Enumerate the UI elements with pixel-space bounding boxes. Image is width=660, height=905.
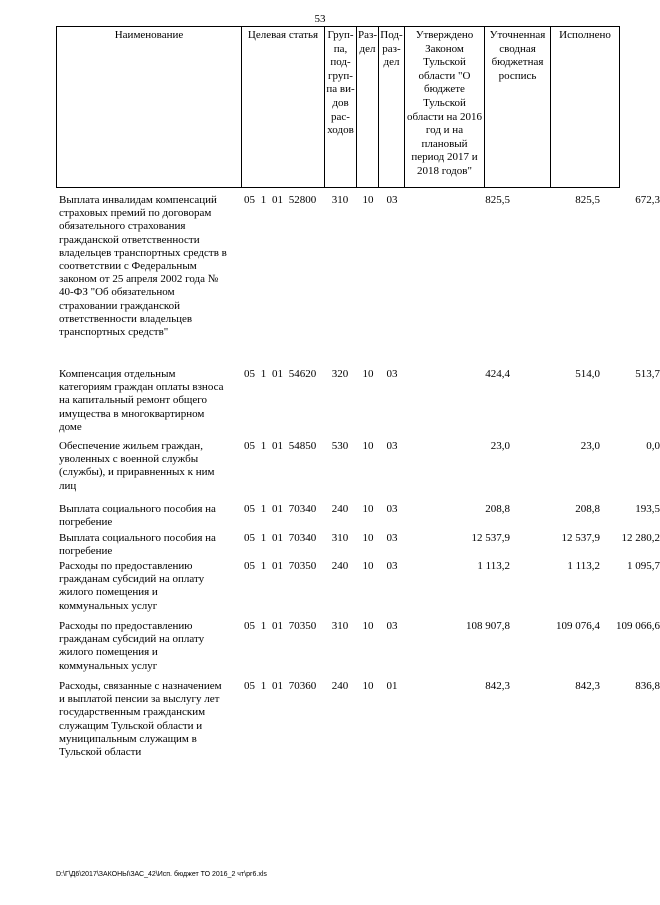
- row-name: Расходы, связанные с назначением и выплатой пенсии за выслугу лет государственным гражданским служащим Тульской области и муниципальным служащим в Тульской области: [59, 680, 222, 759]
- page-number: 53: [314, 13, 326, 25]
- header-section: Раз-дел: [356, 27, 378, 187]
- row-section: 10: [362, 503, 374, 515]
- row-expense-group: 310: [331, 194, 349, 206]
- header-refined: Уточненная сводная бюджетная роспись: [484, 27, 550, 187]
- row-executed: 836,8: [635, 680, 660, 692]
- row-executed: 109 066,6: [616, 620, 660, 632]
- row-executed: 672,3: [635, 194, 660, 206]
- row-subsection: 01: [386, 680, 398, 692]
- header-group: Груп-па, под-груп-па ви-дов рас-ходов: [324, 27, 356, 187]
- row-executed: 0,0: [646, 440, 660, 452]
- header-approved: Утверждено Законом Тульской области "О бюджете Тульской области на 2016 год и на плановый период 2017 и 2018 годов": [404, 27, 484, 187]
- row-expense-group: 240: [331, 680, 349, 692]
- file-path: D:\Г\Д6\2017\ЗАКОНЫ\ЗАС_42\Исп. бюджет ТО 2016_2 чт\рг6.xls: [56, 871, 267, 878]
- row-target-code: 05 1 01 52800: [244, 194, 317, 206]
- header-target: Целевая статья: [241, 27, 324, 187]
- table-header: [56, 26, 620, 188]
- row-section: 10: [362, 194, 374, 206]
- row-expense-group: 240: [331, 503, 349, 515]
- row-refined: 825,5: [575, 194, 600, 206]
- row-name: Выплата социального пособия на погребение: [59, 532, 216, 558]
- row-refined: 12 537,9: [561, 532, 600, 544]
- row-expense-group: 310: [331, 620, 349, 632]
- row-target-code: 05 1 01 54620: [244, 368, 317, 380]
- row-subsection: 03: [386, 532, 398, 544]
- row-target-code: 05 1 01 70350: [244, 560, 317, 572]
- row-expense-group: 240: [331, 560, 349, 572]
- row-section: 10: [362, 440, 374, 452]
- row-approved: 12 537,9: [471, 532, 510, 544]
- row-expense-group: 310: [331, 532, 349, 544]
- header-executed: Исполнено: [550, 27, 620, 187]
- row-name: Выплата инвалидам компенсаций страховых премий по договорам обязательного страхования гражданской ответственности владельцев транспортных средств в соответствии с Федеральным законом от 25 апреля 2002 года № 40-ФЗ "Об обязательном страховании гражданской ответственности владельцев транспортных средств": [59, 194, 227, 339]
- row-target-code: 05 1 01 54850: [244, 440, 317, 452]
- row-refined: 514,0: [575, 368, 600, 380]
- row-approved: 208,8: [485, 503, 510, 515]
- row-subsection: 03: [386, 503, 398, 515]
- row-refined: 109 076,4: [556, 620, 600, 632]
- row-subsection: 03: [386, 620, 398, 632]
- row-expense-group: 320: [331, 368, 349, 380]
- row-executed: 1 095,7: [627, 560, 660, 572]
- row-approved: 825,5: [485, 194, 510, 206]
- row-refined: 842,3: [575, 680, 600, 692]
- row-subsection: 03: [386, 560, 398, 572]
- row-approved: 108 907,8: [466, 620, 510, 632]
- row-approved: 424,4: [485, 368, 510, 380]
- row-refined: 208,8: [575, 503, 600, 515]
- row-name: Выплата социального пособия на погребение: [59, 503, 216, 529]
- row-name: Расходы по предоставлению гражданам субсидий на оплату жилого помещения и коммунальных услуг: [59, 560, 205, 612]
- row-name: Расходы по предоставлению гражданам субсидий на оплату жилого помещения и коммунальных услуг: [59, 620, 205, 672]
- row-approved: 23,0: [490, 440, 510, 452]
- row-target-code: 05 1 01 70340: [244, 503, 317, 515]
- row-target-code: 05 1 01 70350: [244, 620, 317, 632]
- row-section: 10: [362, 680, 374, 692]
- row-approved: 1 113,2: [477, 560, 510, 572]
- row-approved: 842,3: [485, 680, 510, 692]
- row-executed: 513,7: [635, 368, 660, 380]
- header-subsection: Под-раз-дел: [378, 27, 404, 187]
- header-name: Наименование: [56, 27, 241, 187]
- row-executed: 12 280,2: [621, 532, 660, 544]
- row-section: 10: [362, 560, 374, 572]
- row-target-code: 05 1 01 70360: [244, 680, 317, 692]
- row-name: Компенсация отдельным категориям граждан оплаты взноса на капитальный ремонт общего имущества в многоквартирном доме: [59, 368, 224, 433]
- row-name: Обеспечение жильем граждан, уволенных с военной службы (службы), и приравненных к ним лиц: [59, 440, 215, 492]
- row-executed: 193,5: [635, 503, 660, 515]
- row-subsection: 03: [386, 440, 398, 452]
- row-target-code: 05 1 01 70340: [244, 532, 317, 544]
- row-subsection: 03: [386, 194, 398, 206]
- row-subsection: 03: [386, 368, 398, 380]
- row-section: 10: [362, 532, 374, 544]
- row-refined: 1 113,2: [567, 560, 600, 572]
- row-section: 10: [362, 620, 374, 632]
- row-expense-group: 530: [331, 440, 349, 452]
- row-section: 10: [362, 368, 374, 380]
- row-refined: 23,0: [580, 440, 600, 452]
